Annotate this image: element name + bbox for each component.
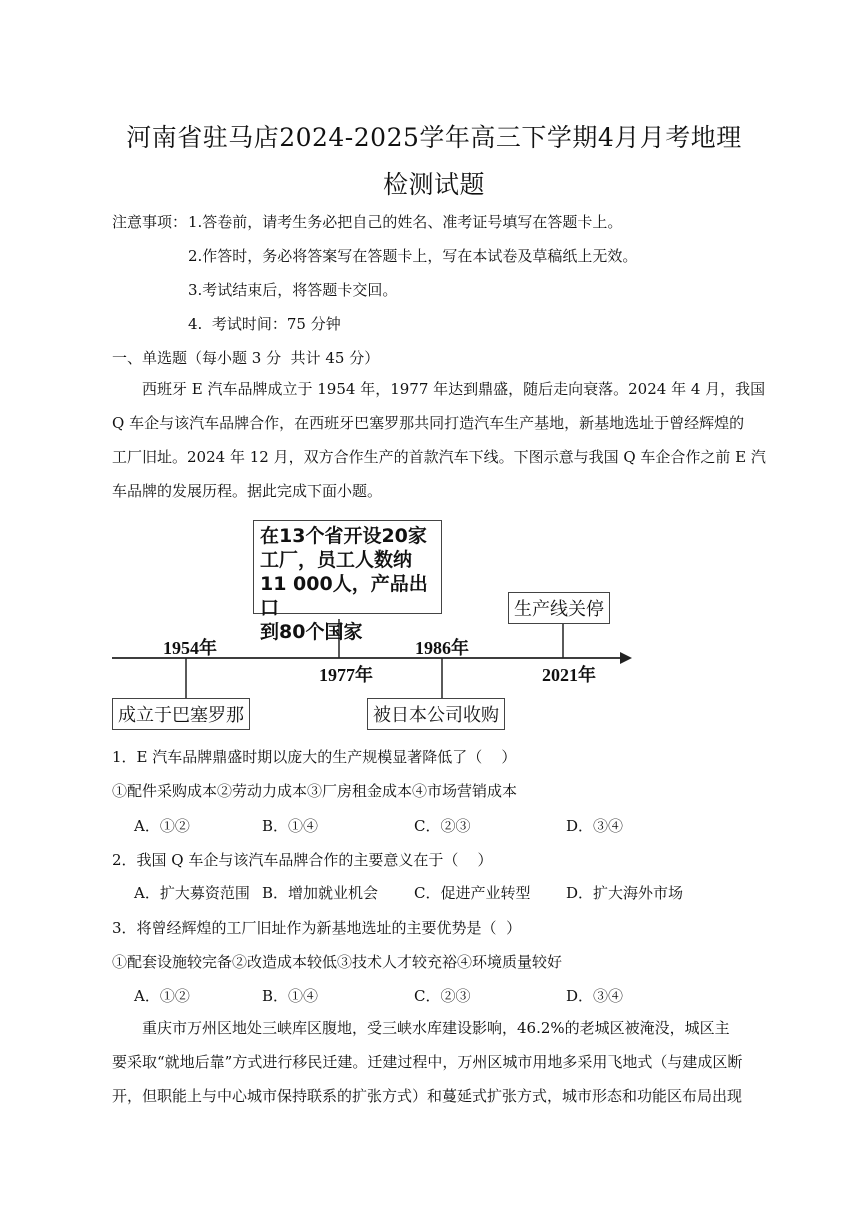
passage-line: 工厂旧址。2024 年 12 月，双方合作生产的首款汽车下线。下图示意与我国 Q 车企合作之前 E 汽 [112, 448, 766, 466]
year-label-1954: 1954年 [163, 638, 217, 658]
passage-line: 车品牌的发展历程。据此完成下面小题。 [112, 482, 383, 500]
option-b: B．增加就业机会 [262, 884, 379, 902]
event-text: 在13个省开设20家 [260, 525, 427, 547]
event-text: 工厂，员工人数纳 [260, 549, 413, 571]
year-label-2021: 2021年 [542, 665, 596, 685]
event-box-1954: 成立于巴塞罗那 [112, 698, 250, 730]
event-box-2021: 生产线关停 [508, 592, 610, 624]
passage-line: 开，但职能上与中心城市保持联系的扩张方式）和蔓延式扩张方式，城市形态和功能区布局出现 [112, 1087, 743, 1105]
passage-line: 西班牙 E 汽车品牌成立于 1954 年，1977 年达到鼎盛，随后走向衰落。2024 年 4 月，我国 [142, 380, 766, 398]
question-stem: 3．将曾经辉煌的工厂旧址作为新基地选址的主要优势是（ ） [112, 919, 522, 937]
notice-item: 4. 考试时间：75 分钟 [188, 315, 341, 333]
option-c: C．②③ [414, 987, 471, 1005]
passage-line: 重庆市万州区地处三峡库区腹地，受三峡水库建设影响，46.2%的老城区被淹没，城区主 [142, 1019, 730, 1037]
page-subtitle: 检测试题 [382, 170, 485, 199]
option-d: D．扩大海外市场 [566, 884, 684, 902]
notice-item: 1.答卷前，请考生务必把自己的姓名、准考证号填写在答题卡上。 [188, 213, 623, 231]
option-a: A．①② [134, 987, 190, 1005]
event-box-1986: 被日本公司收购 [367, 698, 505, 730]
notice-item: 2.作答时，务必将答案写在答题卡上，写在本试卷及草稿纸上无效。 [188, 247, 638, 265]
option-c: C．②③ [414, 817, 471, 835]
option-c: C．促进产业转型 [414, 884, 531, 902]
question-stem: 2．我国 Q 车企与该汽车品牌合作的主要意义在于（ ） [112, 851, 493, 869]
section-heading: 一、单选题（每小题 3 分 共计 45 分） [112, 349, 380, 367]
passage-line: Q 车企与该汽车品牌合作，在西班牙巴塞罗那共同打造汽车生产基地，新基地选址于曾经辉煌的 [112, 414, 745, 432]
question-stem: 1．E 汽车品牌鼎盛时期以庞大的生产规模显著降低了（ ） [112, 748, 517, 766]
option-b: B．①④ [262, 987, 319, 1005]
notice-label: 注意事项： [112, 213, 188, 231]
passage-line: 要采取“就地后靠”方式进行移民迁建。迁建过程中，万州区城市用地多采用飞地式（与建成区断 [112, 1053, 743, 1071]
option-d: D．③④ [566, 987, 624, 1005]
question-choices: ①配套设施较完备②改造成本较低③技术人才较充裕④环境质量较好 [112, 953, 563, 971]
arrow-head-icon [620, 652, 632, 664]
year-label-1977: 1977年 [319, 665, 373, 685]
option-b: B．①④ [262, 817, 319, 835]
event-text: 到80个国家 [260, 621, 363, 643]
event-box-1977 [253, 520, 442, 643]
event-text: 11 000人，产品出口 [260, 573, 428, 619]
option-a: A．扩大募资范围 [134, 884, 250, 902]
notice-item: 3.考试结束后，将答题卡交回。 [188, 281, 398, 299]
page-title: 河南省驻马店2024-2025学年高三下学期4月月考地理 [126, 123, 742, 152]
year-label-1986: 1986年 [415, 638, 469, 658]
option-d: D．③④ [566, 817, 624, 835]
option-a: A．①② [134, 817, 190, 835]
question-choices: ①配件采购成本②劳动力成本③厂房租金成本④市场营销成本 [112, 782, 518, 800]
